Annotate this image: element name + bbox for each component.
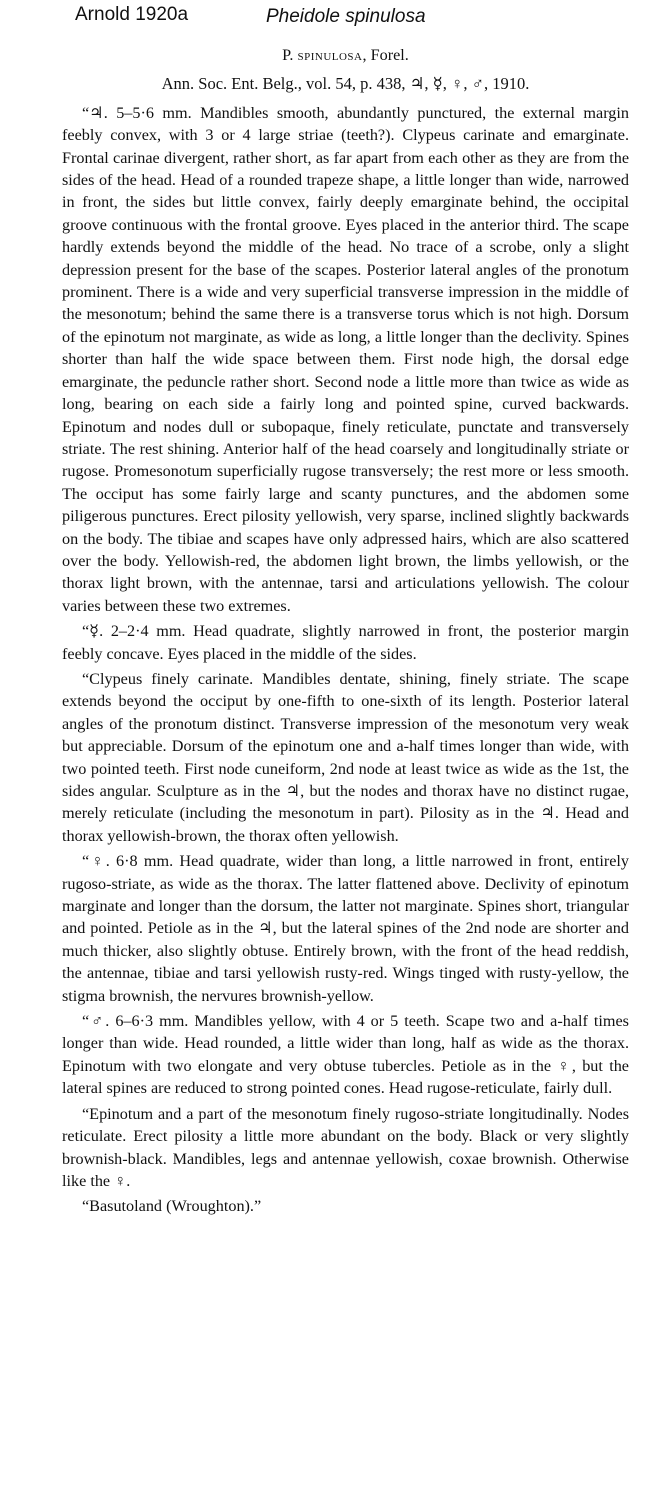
citation-key: Arnold 1920a [75, 4, 189, 25]
paragraph-soldier: “♃. 5–5·6 mm. Mandibles smooth, abundantly punctured, the external margin feebly convex, with 3 or 4 large striae (teeth?). Clypeus carinate and emarginate. Frontal carinae divergent, rather short, as far apart from each other as they are from the sides of the head. Head of a rounded trapeze shape, a little longer than wide, narrowed in front, the sides but little convex, fairly deeply emarginate behind, the occipital groove continuous with the frontal groove. Eyes placed in the anterior third. The scape hardly extends beyond the middle of the head. No trace of a scrobe, only a slight depression present for the base of the scapes. Posterior lateral angles of the pronotum prominent. There is a wide and very superficial transverse impression in the middle of the mesonotum; behind the same there is a transverse torus which is not high. Dorsum of the epinotum not marginate, as wide as long, a little longer than the declivity. Spines shorter than half the wide space between them. First node high, the dorsal edge emarginate, the peduncle rather short. Second node a little more than twice as wide as long, bearing on each side a fairly long and pointed spine, curved backwards. Epinotum and nodes dull or subopaque, finely reticulate, punctate and transversely striate. The rest shining. Anterior half of the head coarsely and longitudinally striate or rugose. Promesonotum superficially rugose transversely; the rest more or less smooth. The occiput has some fairly large and scanty punctures, and the abdomen some piligerous punctures. Erect pilosity yellowish, very sparse, inclined slightly backwards on the body. The tibiae and scapes have only adpressed hairs, which are also scattered over the body. Yellowish-red, the abdomen light brown, the limbs yellowish, or the thorax light brown, with the antennae, tarsi and articulations yellowish. The colour varies between these two extremes. [62, 103, 629, 615]
paragraph-locality: “Basutoland (Wroughton).” [82, 1197, 262, 1216]
paragraph-male: “♂. 6–6·3 mm. Mandibles yellow, with 4 or 5 teeth. Scape two and a-half times longer than wide. Head rounded, a little wider than long, half as wide as the thorax. Epinotum with two elongate and very obtuse tubercles. Petiole as in the ♀, but the lateral spines are reduced to strong pointed cones. Head rugose-reticulate, fairly dull. [62, 1012, 629, 1098]
species-heading-authority: , Forel. [362, 46, 409, 64]
reference-line: Ann. Soc. Ent. Belg., vol. 54, p. 438, ♃, ☿, ♀, ♂, 1910. [161, 74, 530, 94]
paragraph-worker-details: “Clypeus finely carinate. Mandibles dentate, shining, finely striate. The scape extends beyond the occiput by one-fifth to one-sixth of its length. Posterior lateral angles of the pronotum distinct. Transverse impression of the mesonotum very weak but appreciable. Dorsum of the epinotum one and a-half times longer than wide, with two pointed teeth. First node cuneiform, 2nd node at least twice as wide as the 1st, the sides angular. Sculpture as in the ♃, but the nodes and thorax have no distinct rugae, merely reticulate (including the mesonotum in part). Pilosity as in the ♃. Head and thorax yellowish-brown, the thorax often yellowish. [62, 669, 629, 845]
species-heading-prefix: P. [282, 46, 298, 64]
paragraph-worker: “☿. 2–2·4 mm. Head quadrate, slightly narrowed in front, the posterior margin feebly concave. Eyes placed in the middle of the sides. [62, 622, 629, 663]
species-name: Pheidole spinulosa [266, 6, 426, 27]
document-body [62, 44, 629, 1221]
paragraph-male-details: “Epinotum and a part of the mesonotum finely rugoso-striate longitudinally. Nodes reticulate. Erect pilosity a little more abundant on the body. Black or very slightly brownish-black. Mandibles, legs and antennae yellowish, coxae brownish. Otherwise like the ♀. [62, 1104, 629, 1190]
species-heading [62, 44, 629, 66]
paragraph-female: “♀. 6·8 mm. Head quadrate, wider than long, a little narrowed in front, entirely rugoso-striate, as wide as the thorax. The latter flattened above. Declivity of epinotum marginate and longer than the dorsum, the latter not marginate. Spines short, triangular and pointed. Petiole as in the ♃, but the lateral spines of the 2nd node are shorter and much thicker, also slightly obtuse. Entirely brown, with the front of the head reddish, the antennae, tibiae and tarsi yellowish rusty-red. Wings tinged with rusty-yellow, the stigma brownish, the nervures brownish-yellow. [62, 852, 629, 1005]
species-heading-name: spinulosa [297, 46, 363, 64]
